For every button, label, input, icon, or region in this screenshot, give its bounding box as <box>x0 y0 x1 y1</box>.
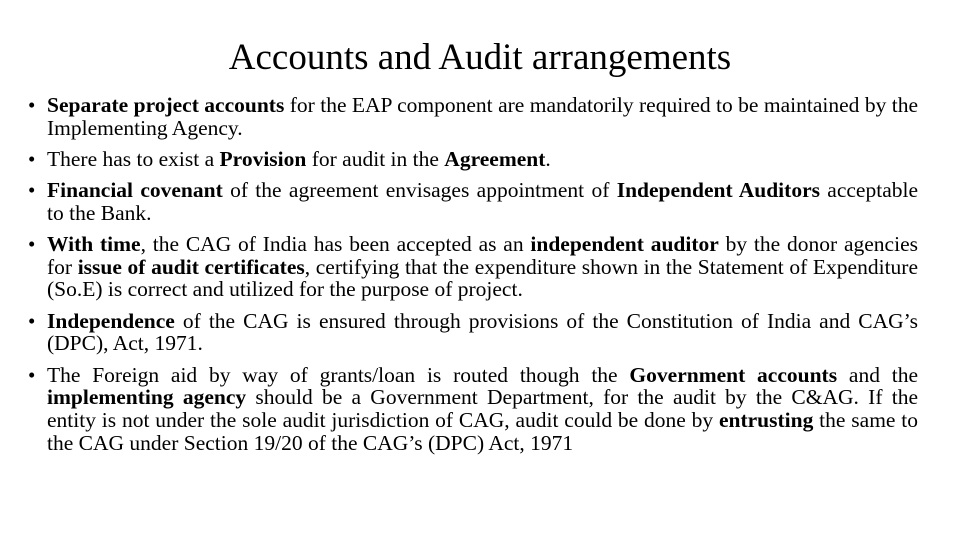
text-segment: for audit in the <box>306 146 445 171</box>
text-segment: The Foreign aid by way of grants/loan is routed though the <box>47 362 630 387</box>
text-segment: should be a Government Department, for the audit by the C&AG. If the entity is not under the sole audit jurisdiction of CAG, audit could be done by <box>47 385 918 432</box>
bullet-item <box>28 233 918 301</box>
bold-text: Independent Auditors <box>616 178 820 203</box>
bold-text: Financial covenant <box>47 178 223 203</box>
text-segment: , the CAG of India has been accepted as an <box>140 232 531 257</box>
bold-text: independent auditor <box>530 232 719 257</box>
bold-text: With time <box>47 232 141 257</box>
text-segment: the same to the CAG under Section 19/20 of the CAG’s (DPC) Act, 1971 <box>47 407 919 455</box>
bullet-item <box>28 310 918 355</box>
text-segment: There has to exist a <box>47 146 220 171</box>
bullet-item <box>28 94 918 139</box>
bold-text: Separate project accounts <box>47 93 285 117</box>
bold-text: Agreement <box>444 146 546 171</box>
text-segment: . <box>545 146 551 171</box>
text-segment: for the EAP component are mandatorily required to be maintained by the Implementing Agency. <box>47 93 918 140</box>
text-segment: , certifying that the expenditure shown in the Statement of Expenditure (So.E) is correct and utilized for the purpose of project. <box>47 254 919 302</box>
text-segment: and the <box>837 362 919 387</box>
bold-text: issue of audit certificates <box>77 254 305 279</box>
bullet-item <box>28 148 918 171</box>
bullet-list <box>28 94 918 463</box>
bullet-item <box>28 364 918 455</box>
text-segment: acceptable to the Bank. <box>47 178 919 225</box>
slide-title: Accounts and Audit arrangements <box>228 37 732 78</box>
bold-text: entrusting <box>718 407 814 432</box>
bold-text: implementing agency <box>47 385 247 410</box>
bullet-item <box>28 179 918 224</box>
text-segment: of the CAG is ensured through provisions of the Constitution of India and CAG’s (DPC), Act, 1971. <box>47 308 918 356</box>
text-segment: of the agreement envisages appointment of <box>222 178 617 203</box>
bold-text: Independence <box>47 308 175 333</box>
text-segment: by the donor agencies for <box>47 232 918 279</box>
bold-text: Provision <box>219 146 307 171</box>
bold-text: Government accounts <box>629 362 838 387</box>
